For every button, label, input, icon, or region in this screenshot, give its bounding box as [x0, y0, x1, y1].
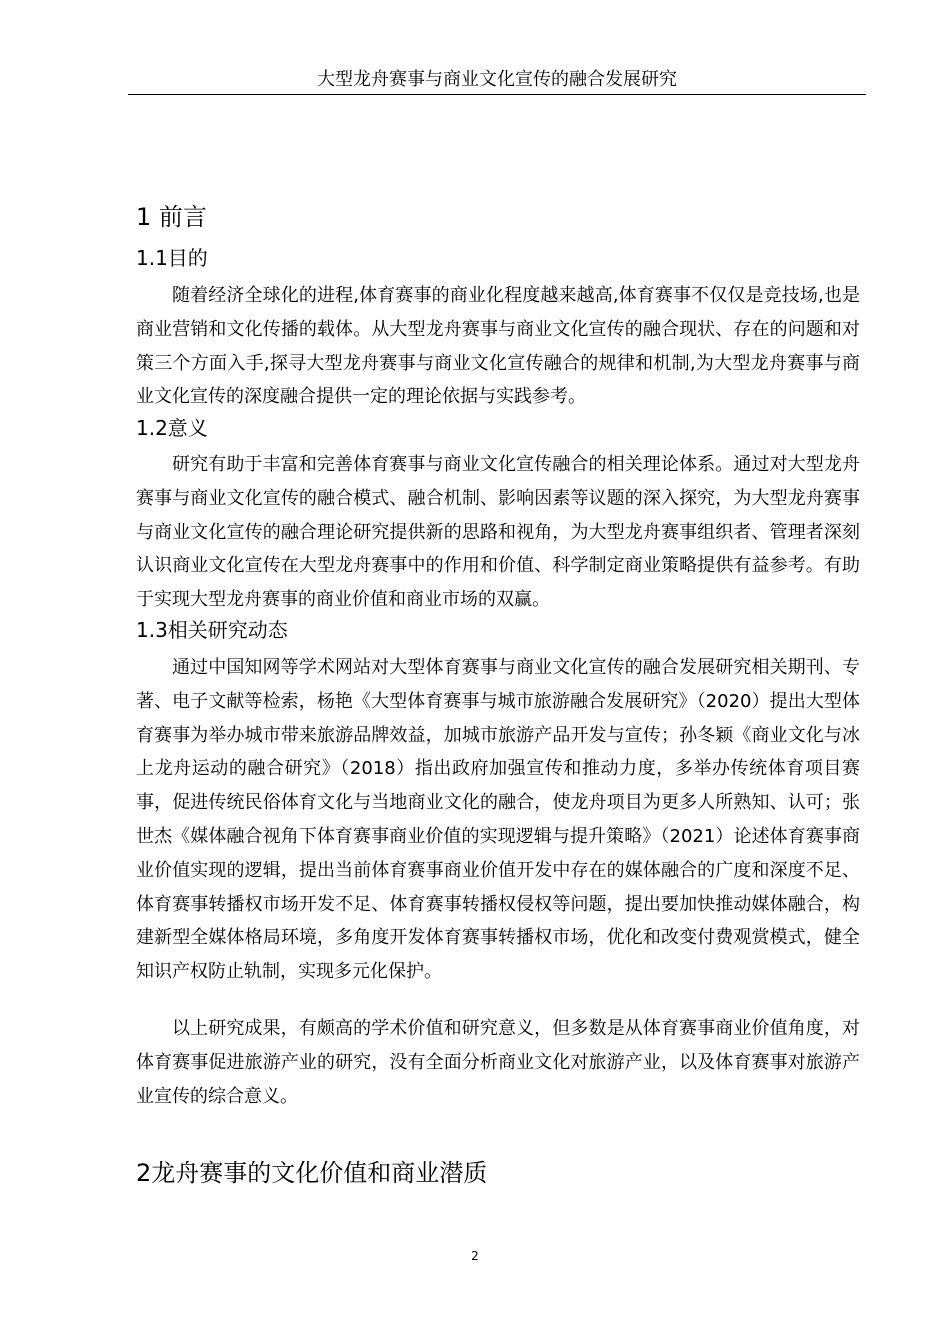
paragraph-purpose: 随着经济全球化的进程,体育赛事的商业化程度越来越高,体育赛事不仅仅是竞技场,也是商业营销和文化传播的载体。从大型龙舟赛事与商业文化宣传的融合现状、存在的问题和对策三个方面入手,探寻大型龙舟赛事与商业文化宣传融合的规律和机制,为大型龙舟赛事与商业文化宣传的深度融合提供一定的理论依据与实践参考。 [136, 285, 860, 408]
page-number: 2 [471, 1249, 479, 1263]
subsection-heading-1-2: 1.2意义 [136, 416, 208, 440]
paragraph-research-review: 通过中国知网等学术网站对大型体育赛事与商业文化宣传的融合发展研究相关期刊、专著、电子文献等检索，杨艳《大型体育赛事与城市旅游融合发展研究》（2020）提出大型体育赛事为举办城市带来旅游品牌效益，加城市旅游产品开发与宣传；孙冬颖《商业文化与冰上龙舟运动的融合研究》（2018）指出政府加强宣传和推动力度，多举办传统体育项目赛事，促进传统民俗体育文化与当地商业文化的融合，使龙舟项目为更多人所熟知、认可；张世杰《媒体融合视角下体育赛事商业价值的实现逻辑与提升策略》（2021）论述体育赛事商业价值实现的逻辑，提出当前体育赛事商业价值开发中存在的媒体融合的广度和深度不足、体育赛事转播权市场开发不足、体育赛事转播权侵权等问题，提出要加快推动媒体融合，构建新型全媒体格局环境，多角度开发体育赛事转播权市场，优化和改变付费观赏模式，健全知识产权防止轨制，实现多元化保护。 [136, 657, 860, 983]
subsection-heading-1-3: 1.3相关研究动态 [136, 618, 288, 642]
section-heading-2: 2龙舟赛事的文化价值和商业潜质 [136, 1159, 488, 1187]
subsection-heading-1-1: 1.1目的 [136, 246, 208, 270]
header-divider [128, 94, 866, 95]
running-header-title: 大型龙舟赛事与商业文化宣传的融合发展研究 [317, 69, 677, 90]
paragraph-significance: 研究有助于丰富和完善体育赛事与商业文化宣传融合的相关理论体系。通过对大型龙舟赛事与商业文化宣传的融合模式、融合机制、影响因素等议题的深入探究，为大型龙舟赛事与商业文化宣传的融合理论研究提供新的思路和视角，为大型龙舟赛事组织者、管理者深刻认识商业文化宣传在大型龙舟赛事中的作用和价值、科学制定商业策略提供有益参考。有助于实现大型龙舟赛事的商业价值和商业市场的双赢。 [136, 454, 860, 611]
section-heading-1: 1 前言 [136, 203, 207, 231]
paragraph-research-summary: 以上研究成果，有颇高的学术价值和研究意义，但多数是从体育赛事商业价值角度，对体育赛事促进旅游产业的研究，没有全面分析商业文化对旅游产业，以及体育赛事对旅游产业宣传的综合意义。 [136, 1018, 860, 1107]
